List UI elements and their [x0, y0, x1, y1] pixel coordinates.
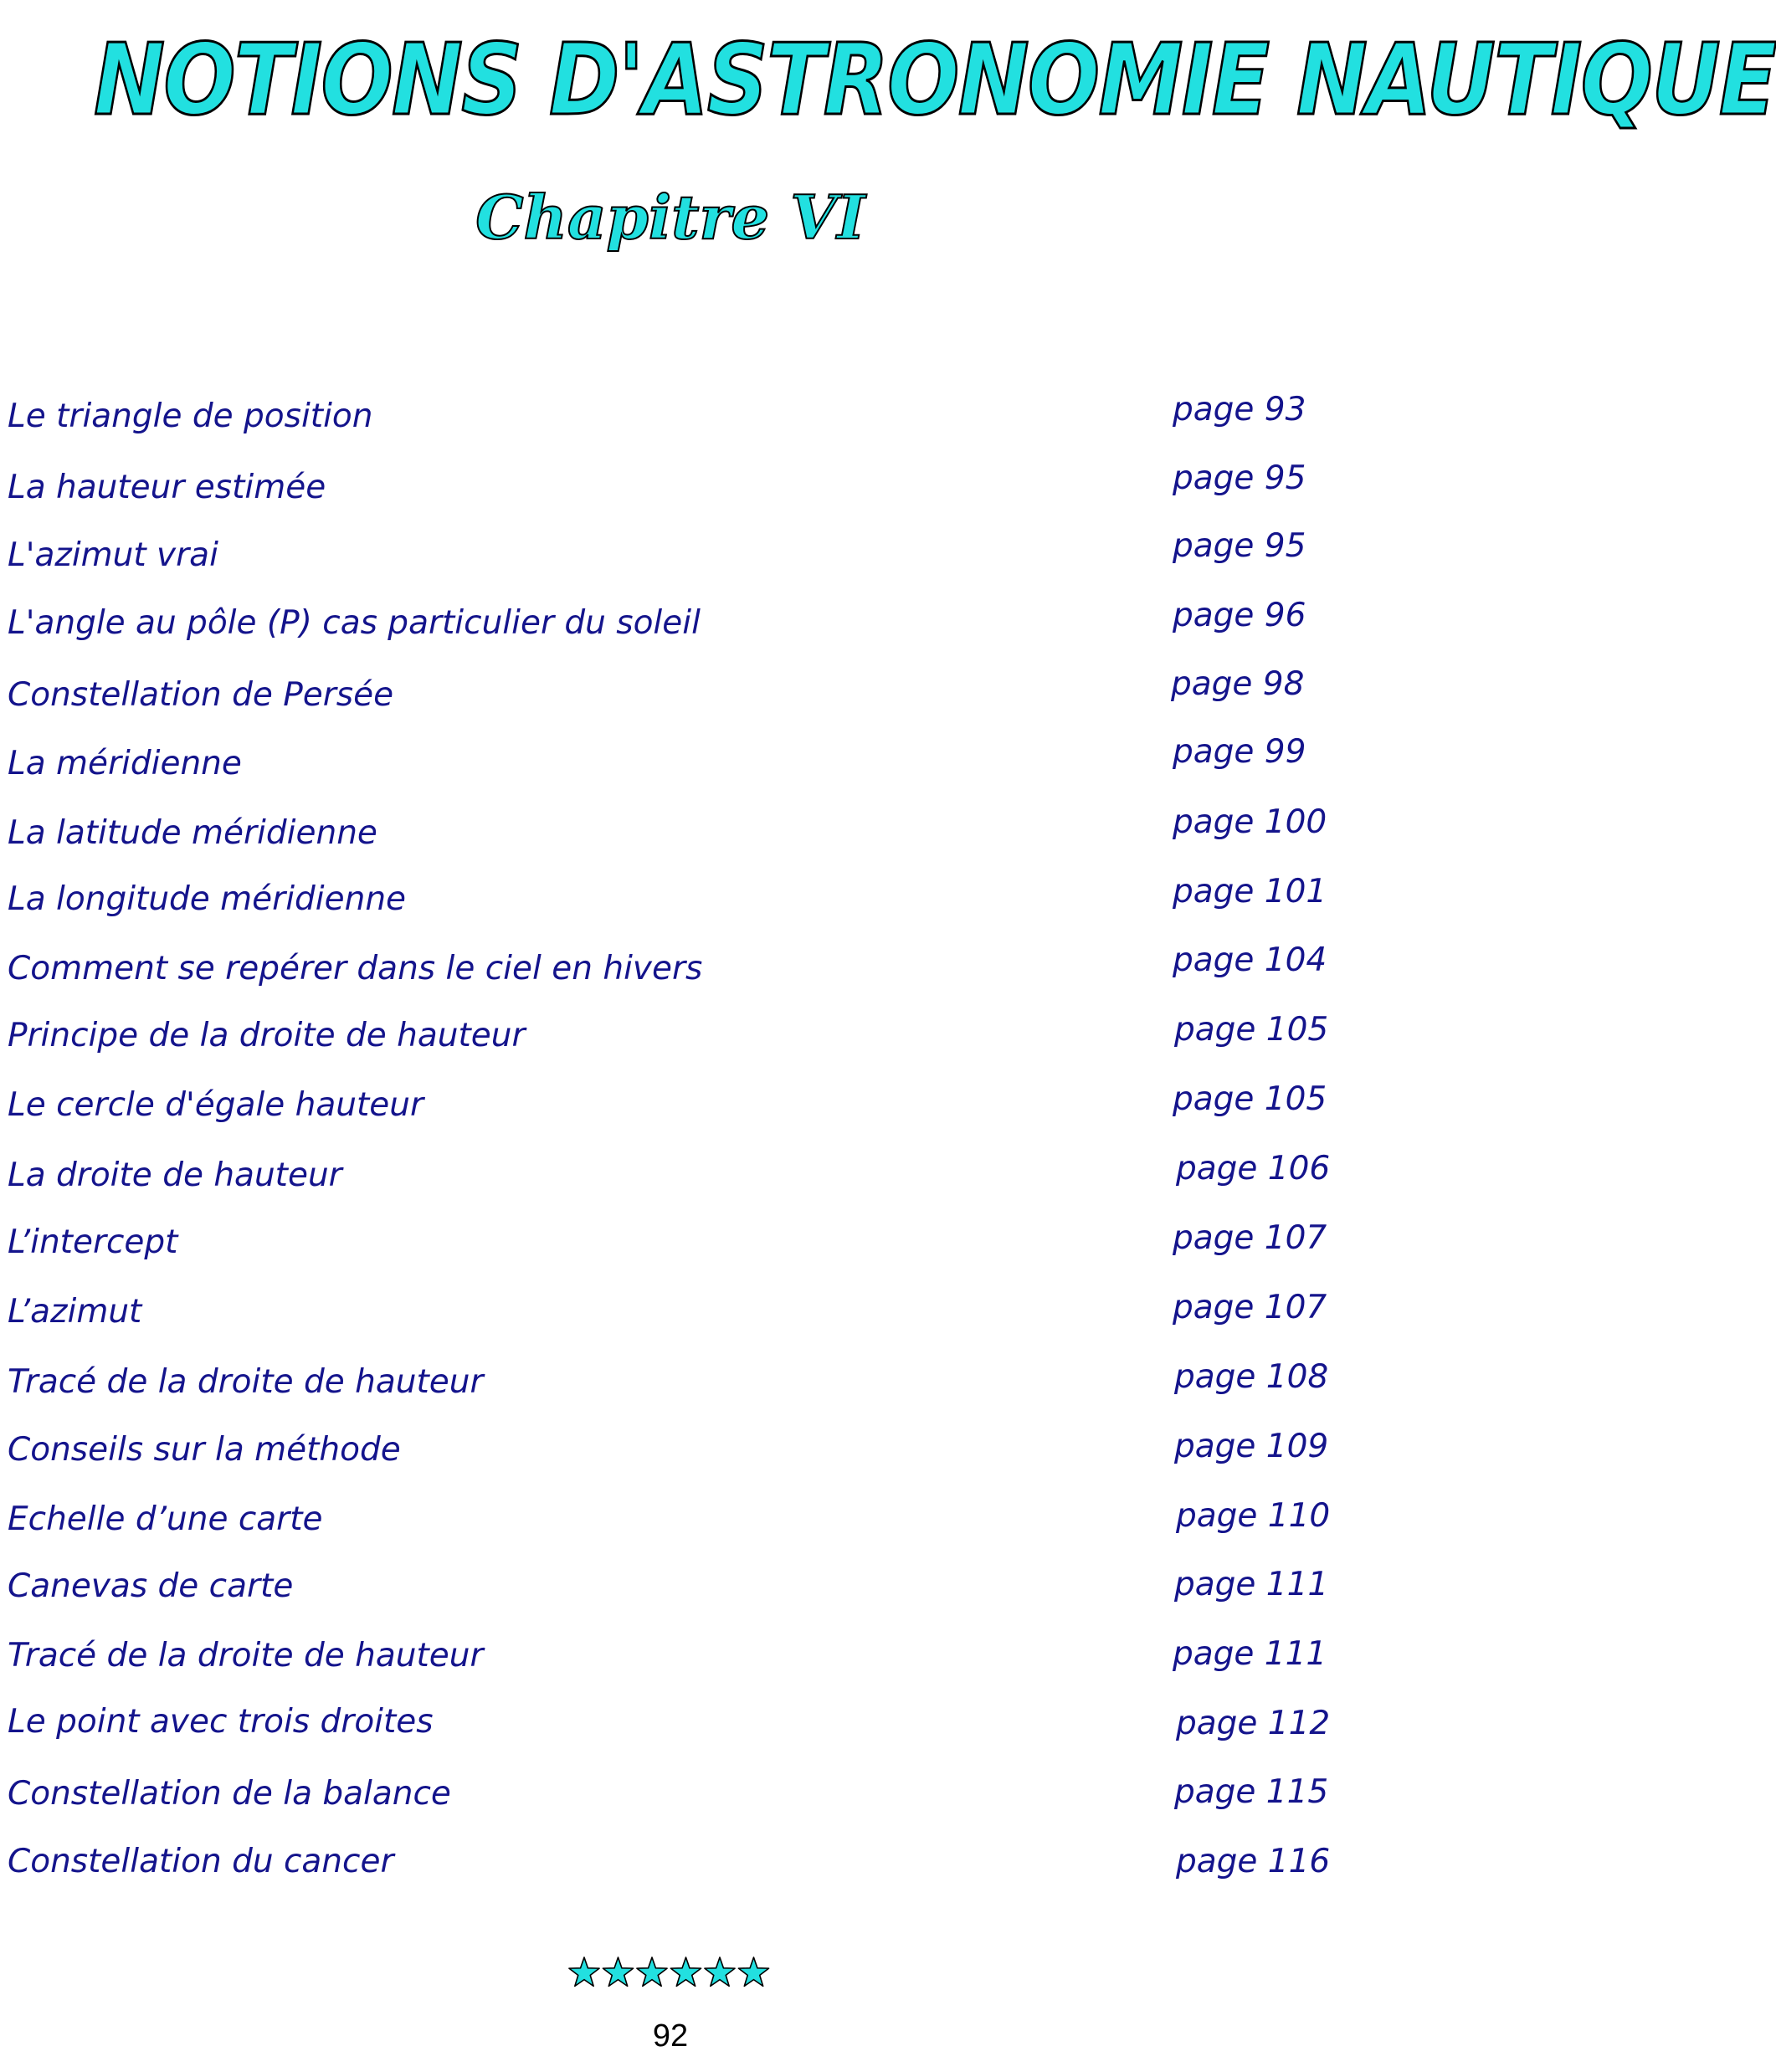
- toc-entry-page: page 100: [1173, 803, 1327, 841]
- toc-entry-label: Constellation du cancer: [8, 1843, 394, 1880]
- document-title: NOTIONS D'ASTRONOMIE NAUTIQUE: [94, 22, 1776, 137]
- toc-entry-label: Principe de la droite de hauteur: [8, 1017, 526, 1054]
- toc-entry-label: La longitude méridienne: [8, 880, 407, 918]
- toc-entry-page: page 109: [1174, 1428, 1329, 1465]
- toc-entry-label: Constellation de Persée: [8, 676, 394, 714]
- toc-entry-page: page 111: [1173, 1635, 1327, 1673]
- star-icon: [603, 1957, 633, 1986]
- toc-entry-page: page 110: [1176, 1497, 1331, 1535]
- toc-entry-page: page 96: [1173, 597, 1306, 634]
- toc-entry-page: page 111: [1174, 1566, 1329, 1603]
- toc-entry-label: La droite de hauteur: [8, 1157, 342, 1194]
- toc-entry-page: page 101: [1173, 873, 1327, 910]
- star-icon: [705, 1957, 735, 1986]
- toc-entry-label: La méridienne: [8, 745, 242, 782]
- toc-entry-page: page 107: [1173, 1219, 1327, 1257]
- toc-entry-label: Le cercle d'égale hauteur: [8, 1086, 423, 1124]
- toc-entry-page: page 93: [1173, 391, 1306, 428]
- page-number: 92: [652, 2018, 689, 2054]
- toc-entry-page: page 95: [1173, 527, 1306, 565]
- chapter-subtitle: Chapitre VI: [475, 182, 865, 253]
- toc-entry-label: La hauteur estimée: [8, 469, 326, 506]
- toc-entry-label: Echelle d’une carte: [8, 1500, 323, 1538]
- toc-entry-page: page 108: [1174, 1358, 1329, 1396]
- toc-entry-page: page 112: [1176, 1705, 1331, 1742]
- toc-entry-label: Tracé de la droite de hauteur: [8, 1363, 484, 1401]
- toc-entry-label: Le triangle de position: [8, 397, 373, 435]
- toc-entry-label: Canevas de carte: [8, 1567, 294, 1605]
- star-icon: [738, 1957, 768, 1986]
- toc-entry-page: page 104: [1173, 941, 1327, 979]
- toc-entry-page: page 107: [1173, 1289, 1327, 1326]
- star-icon: [637, 1957, 667, 1986]
- star-icon: [569, 1957, 599, 1986]
- toc-entry-label: L'azimut vrai: [8, 536, 218, 574]
- toc-entry-label: Comment se repérer dans le ciel en hivers: [8, 950, 703, 987]
- toc-entry-page: page 105: [1173, 1080, 1327, 1118]
- toc-entry-label: La latitude méridienne: [8, 814, 377, 852]
- star-divider: [566, 1955, 775, 1992]
- toc-entry-label: Constellation de la balance: [8, 1775, 451, 1813]
- toc-entry-label: L’intercept: [8, 1223, 178, 1261]
- toc-entry-page: page 99: [1173, 733, 1306, 771]
- toc-entry-page: page 106: [1176, 1150, 1331, 1187]
- toc-entry-label: Conseils sur la méthode: [8, 1431, 401, 1469]
- toc-entry-page: page 115: [1174, 1773, 1329, 1811]
- toc-entry-page: page 116: [1176, 1843, 1331, 1880]
- star-icon: [670, 1957, 701, 1986]
- toc-entry-label: L’azimut: [8, 1293, 142, 1331]
- toc-entry-label: Le point avec trois droites: [8, 1703, 434, 1741]
- toc-entry-page: page 98: [1171, 665, 1305, 703]
- toc-entry-page: page 95: [1173, 459, 1306, 497]
- toc-entry-page: page 105: [1174, 1011, 1329, 1049]
- toc-entry-label: L'angle au pôle (P) cas particulier du soleil: [8, 604, 701, 642]
- toc-entry-label: Tracé de la droite de hauteur: [8, 1637, 484, 1675]
